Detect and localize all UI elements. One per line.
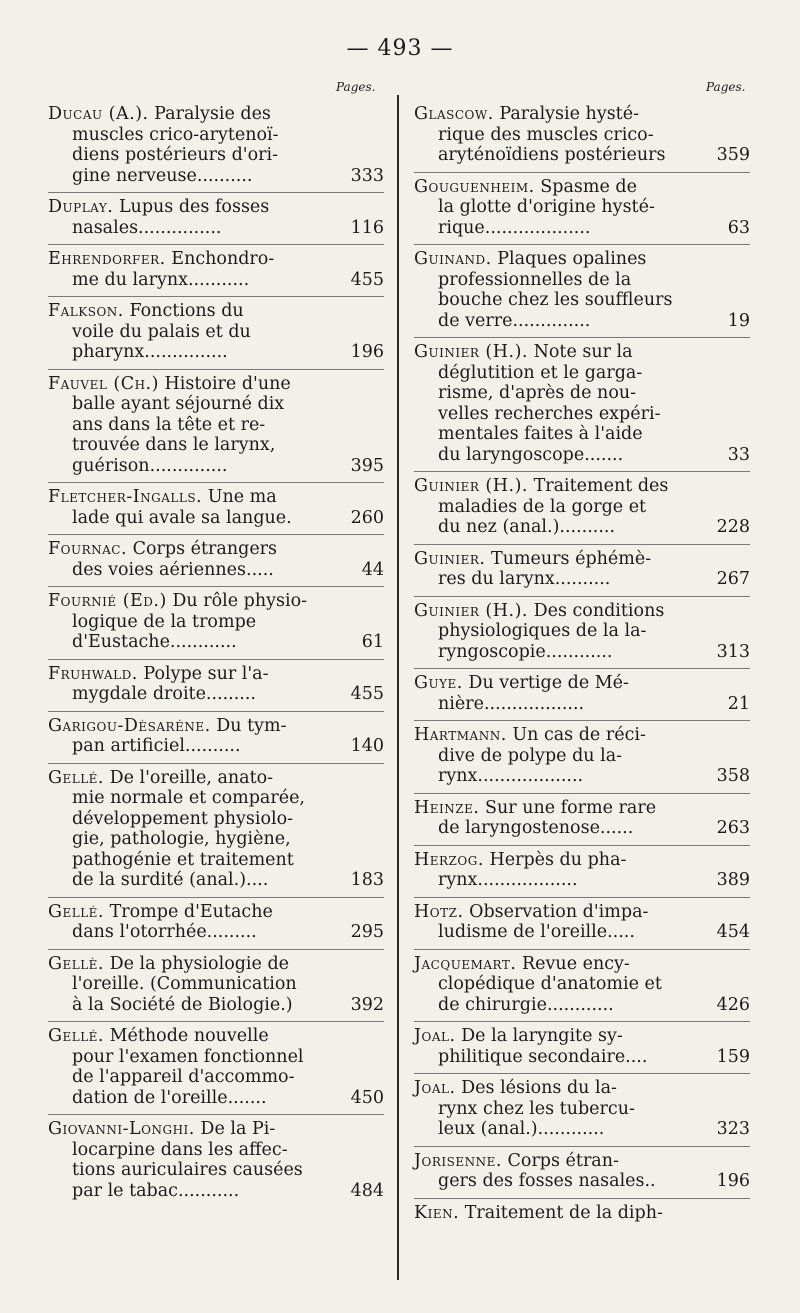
index-entry: [414, 1199, 750, 1230]
entry-line: pharynx...............: [72, 342, 228, 362]
entry-page: 196: [716, 1171, 750, 1191]
entry-line: nière..................: [438, 693, 585, 714]
entry-page: 358: [716, 766, 750, 786]
entry-line: à la Société de Biologie.): [72, 994, 293, 1015]
index-entry: [414, 1022, 750, 1074]
entry-line: développement physiolo-: [72, 808, 294, 829]
index-entry: [48, 950, 384, 1023]
entry-page: 323: [716, 1119, 750, 1139]
entry-line: déglutition et le garga-: [438, 362, 643, 383]
entry-line: voile du palais et du: [72, 321, 251, 342]
entry-line: mentales faites à l'aide: [438, 424, 643, 444]
entry-title-start: Histoire d'une: [164, 373, 291, 394]
entry-line: res du larynx..........: [438, 569, 611, 589]
entry-line: mygdale droite.........: [72, 684, 256, 704]
entry-line: la glotte d'origine hysté-: [438, 197, 655, 217]
entry-page: 44: [361, 559, 384, 580]
entry-line: rique des muscles crico-: [438, 124, 654, 145]
entry-line: balle ayant séjourné dix: [72, 394, 285, 414]
index-entry: [414, 846, 750, 898]
index-entry: [48, 898, 384, 950]
entry-line: du nez (anal.)..........: [438, 517, 616, 537]
entry-title-start: Lupus des fosses: [118, 197, 270, 217]
entry-line: rynx...................: [438, 766, 584, 786]
entry-title-start: Traitement de la diph-: [464, 1202, 663, 1223]
entry-title-start: Paralysie des: [154, 104, 271, 124]
entry-page: 228: [716, 517, 750, 537]
entry-page: 295: [350, 922, 384, 942]
entry-page: 263: [716, 818, 750, 838]
entry-line: me du larynx...........: [72, 269, 250, 290]
entry-line: de la surdité (anal.)....: [72, 870, 269, 890]
entry-author: Hartmann.: [414, 725, 507, 745]
index-entry: [48, 1115, 384, 1207]
left-column: [48, 100, 384, 1207]
entry-title-start: Corps étran-: [507, 1150, 619, 1171]
entry-page: 333: [350, 165, 384, 186]
entry-line: professionnelles de la: [438, 269, 632, 290]
entry-title-start: Spasme de: [540, 176, 637, 197]
entry-line: rynx chez les tubercu-: [438, 1098, 635, 1119]
entry-line: clopédique d'anatomie et: [438, 974, 662, 994]
entry-author: Gellè.: [48, 953, 104, 974]
index-entry: [48, 245, 384, 297]
index-entry: [414, 950, 750, 1023]
entry-line: physiologiques de la la-: [438, 621, 647, 641]
entry-line: trouvée dans le larynx,: [72, 435, 276, 455]
entry-author: Gellé.: [48, 1026, 104, 1046]
entry-line: dation de l'oreille.......: [72, 1087, 267, 1108]
entry-title-start: Plaques opalines: [497, 249, 647, 269]
entry-author: Hotz.: [414, 901, 464, 922]
index-entry: [48, 370, 384, 484]
entry-line: bouche chez les souffleurs: [438, 290, 673, 310]
entry-line: muscles crico-arytenoï-: [72, 124, 279, 145]
entry-author: Falkson.: [48, 301, 124, 321]
entry-line: aryténoïdiens postérieurs: [438, 145, 666, 165]
entry-line: gine nerveuse..........: [72, 165, 253, 186]
index-entry: [48, 100, 384, 193]
index-entry: [48, 660, 384, 712]
entry-line: gers des fosses nasales..: [438, 1171, 656, 1191]
right-column: [414, 100, 750, 1229]
entry-line: des voies aériennes.....: [72, 559, 274, 580]
index-entry: [414, 898, 750, 950]
entry-line: l'oreille. (Communication: [72, 974, 297, 994]
entry-title-start: Fonctions du: [129, 301, 244, 321]
entry-line: du laryngoscope.......: [438, 444, 624, 465]
entry-title-start: Sur une forme rare: [485, 797, 657, 818]
entry-page: 61: [361, 632, 384, 652]
entry-author: Fournié (Ed.): [48, 591, 167, 611]
entry-author: Glascow.: [414, 104, 494, 124]
entry-title-start: Du tym-: [216, 715, 287, 736]
entry-author: Joal.: [414, 1026, 456, 1046]
entry-author: Guinier (H.).: [414, 342, 528, 362]
entry-author: Guye.: [414, 673, 463, 693]
entry-author: Jorisenne.: [414, 1150, 502, 1171]
entry-title-start: Un cas de réci-: [512, 725, 646, 745]
index-entry: [414, 669, 750, 721]
entry-author: Herzog.: [414, 849, 484, 870]
entry-author: Guinier (H.).: [414, 600, 528, 621]
entry-line: tions auriculaires causées: [72, 1160, 303, 1180]
entry-page: 454: [716, 922, 750, 942]
index-entry: [414, 173, 750, 246]
entry-line: rynx..................: [438, 870, 578, 890]
entry-page: 33: [727, 444, 750, 465]
entry-page: 313: [716, 641, 750, 662]
entry-line: lade qui avale sa langue.: [72, 507, 292, 528]
entry-line: par le tabac...........: [72, 1180, 240, 1201]
entry-author: Guinand.: [414, 249, 492, 269]
entry-author: Gellé.: [48, 901, 104, 922]
entry-line: dans l'otorrhée.........: [72, 922, 257, 942]
entry-title-start: Herpès du pha-: [489, 849, 627, 870]
entry-title-start: Enchondro-: [171, 249, 275, 269]
entry-line: dive de polype du la-: [438, 745, 623, 766]
entry-line: philitique secondaire....: [438, 1046, 648, 1067]
entry-line: rique...................: [438, 217, 591, 238]
entry-title-start: Polype sur l'a-: [143, 663, 269, 684]
entry-author: Kien.: [414, 1202, 460, 1223]
entry-title-start: Revue ency-: [522, 953, 630, 974]
entry-line: risme, d'après de nou-: [438, 383, 637, 403]
index-entry: [48, 297, 384, 370]
entry-title-start: Du vertige de Mé-: [468, 673, 629, 693]
entry-page: 455: [350, 684, 384, 704]
entry-title-start: Note sur la: [533, 342, 633, 362]
index-entry: [48, 193, 384, 245]
entry-page: 116: [350, 217, 384, 238]
entry-line: ryngoscopie............: [438, 641, 613, 662]
entry-author: Fletcher-Ingalls.: [48, 487, 203, 507]
entry-line: de l'appareil d'accommo-: [72, 1067, 295, 1087]
entry-page: 140: [350, 736, 384, 756]
entry-title-start: Trompe d'Eutache: [109, 901, 273, 922]
entry-author: Guinier (H.).: [414, 476, 528, 496]
index-entry: [48, 712, 384, 764]
entry-author: Fruhwald.: [48, 663, 138, 684]
entry-title-start: Méthode nouvelle: [109, 1026, 269, 1046]
entry-line: guérison..............: [72, 455, 228, 476]
entry-page: 19: [727, 310, 750, 331]
entry-line: ludisme de l'oreille.....: [438, 922, 635, 942]
index-entry: [414, 597, 750, 670]
entry-line: de chirurgie............: [438, 994, 614, 1015]
index-entry: [414, 338, 750, 472]
entry-page: 21: [727, 693, 750, 714]
entry-author: Guinier.: [414, 548, 486, 569]
entry-title-start: Corps étrangers: [132, 539, 278, 559]
entry-page: 260: [350, 507, 384, 528]
entry-title-start: De la laryngite sy-: [461, 1026, 623, 1046]
index-entry: [48, 535, 384, 587]
entry-author: Heinze.: [414, 797, 480, 818]
entry-author: Jacquemart.: [414, 953, 517, 974]
index-entry: [414, 1074, 750, 1147]
entry-page: 183: [350, 870, 384, 890]
entry-title-start: Tumeurs éphémè-: [491, 548, 652, 569]
entry-page: 196: [350, 342, 384, 362]
entry-title-start: Des conditions: [533, 600, 665, 621]
index-entry: [414, 545, 750, 597]
entry-author: Duplay.: [48, 197, 114, 217]
entry-line: logique de la trompe: [72, 611, 257, 632]
entry-line: de laryngostenose......: [438, 818, 634, 838]
entry-line: velles recherches expéri-: [438, 403, 661, 424]
entry-author: Fauvel (Ch.): [48, 373, 159, 394]
entry-page: 395: [350, 455, 384, 476]
entry-line: locarpine dans les affec-: [72, 1139, 288, 1160]
entry-title-start: Observation d'impa-: [469, 901, 649, 922]
entry-title-start: Du rôle physio-: [172, 591, 308, 611]
entry-title-start: Une ma: [207, 487, 277, 507]
entry-line: leux (anal.)............: [438, 1119, 605, 1139]
column-divider: [397, 95, 399, 1280]
entry-page: 426: [716, 994, 750, 1015]
entry-page: 267: [716, 569, 750, 589]
entry-page: 484: [350, 1180, 384, 1201]
entry-line: gie, pathologie, hygiène,: [72, 829, 291, 849]
entry-line: mie normale et comparée,: [72, 788, 305, 808]
index-entry: [414, 472, 750, 545]
entry-page: 392: [350, 994, 384, 1015]
entry-author: Garigou-Dèsaréne.: [48, 715, 211, 736]
entry-line: d'Eustache............: [72, 632, 237, 652]
entry-line: nasales...............: [72, 217, 222, 238]
entry-line: maladies de la gorge et: [438, 496, 647, 517]
entry-author: Ducau (A.).: [48, 104, 149, 124]
index-entry: [414, 100, 750, 173]
entry-author: Gellé.: [48, 767, 104, 788]
entry-author: Ehrendorfer.: [48, 249, 166, 269]
entry-line: pathogénie et traitement: [72, 849, 294, 870]
index-entry: [48, 587, 384, 660]
pages-label-left: Pages.: [336, 80, 376, 94]
entry-title-start: Des lésions du la-: [461, 1078, 617, 1098]
entry-line: ans dans la tête et re-: [72, 414, 266, 435]
entry-line: de verre..............: [438, 310, 591, 331]
entry-author: Gouguenheim.: [414, 176, 535, 197]
index-entry: [48, 1022, 384, 1115]
entry-line: pan artificiel..........: [72, 736, 241, 756]
pages-label-right: Pages.: [706, 80, 746, 94]
entry-page: 359: [716, 145, 750, 165]
entry-author: Giovanni-Longhi.: [48, 1119, 195, 1139]
index-entry: [414, 245, 750, 338]
index-entry: [414, 794, 750, 846]
index-entry: [48, 483, 384, 535]
entry-page: 389: [716, 870, 750, 890]
entry-line: diens postérieurs d'ori-: [72, 145, 279, 165]
entry-title-start: De la Pi-: [200, 1119, 276, 1139]
entry-title-start: De la physiologie de: [109, 953, 290, 974]
entry-page: 63: [727, 217, 750, 238]
entry-title-start: Paralysie hysté-: [499, 104, 639, 124]
entry-title-start: Traitement des: [533, 476, 669, 496]
index-entry: [414, 1147, 750, 1199]
entry-page: 455: [350, 269, 384, 290]
page-number: — 493 —: [346, 36, 454, 61]
index-entry: [48, 764, 384, 898]
entry-page: 450: [350, 1087, 384, 1108]
entry-author: Joal.: [414, 1078, 456, 1098]
entry-author: Fournac.: [48, 539, 128, 559]
index-entry: [414, 721, 750, 794]
entry-line: pour l'examen fonctionnel: [72, 1046, 304, 1067]
entry-title-start: De l'oreille, anato-: [109, 767, 274, 788]
entry-page: 159: [716, 1046, 750, 1067]
